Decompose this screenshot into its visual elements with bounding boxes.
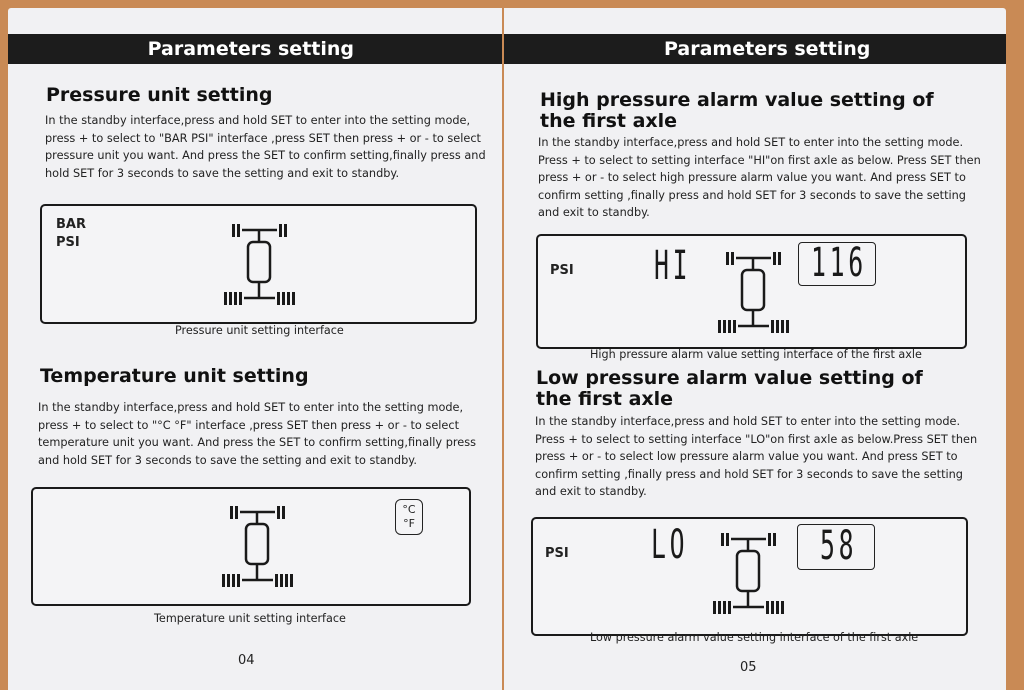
lcd-value-text: 58	[820, 523, 858, 569]
paragraph-line: In the standby interface,press and hold SET to enter into the setting mode.	[538, 136, 964, 149]
paragraph-line: press + to select to "BAR PSI" interface ,press SET then press + or - to select	[45, 131, 481, 145]
right-page	[504, 8, 1006, 690]
axle-icon	[224, 222, 296, 310]
pressure-unit-heading: Pressure unit setting	[46, 84, 273, 106]
high-pressure-heading	[540, 90, 934, 132]
temperature-unit-box	[395, 499, 423, 535]
low-pressure-heading	[536, 368, 923, 410]
axle-icon	[713, 531, 785, 619]
high-pressure-caption: High pressure alarm value setting interface of the first axle	[590, 348, 922, 361]
lcd-unit-psi: PSI	[56, 235, 80, 250]
lcd-unit-psi: PSI	[545, 546, 569, 561]
lcd-value-box	[798, 242, 876, 286]
paragraph-line: press + to select to "°C °F" interface ,press SET then press + or - to select	[38, 418, 459, 432]
paragraph-line: pressure unit you want. And press the SET to confirm setting,finally press and	[45, 149, 486, 162]
paragraph-line: hold SET for 3 seconds to save the setting and exit to standby.	[45, 166, 400, 180]
left-page	[8, 8, 502, 690]
pressure-unit-lcd	[40, 204, 477, 324]
high-pressure-paragraph	[538, 134, 981, 222]
paragraph-line: press + or - to select low pressure alarm value you want. And press SET to	[535, 450, 958, 463]
pressure-unit-paragraph	[45, 112, 486, 182]
temperature-unit-heading: Temperature unit setting	[40, 365, 309, 387]
axle-icon	[718, 250, 790, 338]
low-pressure-lcd	[531, 517, 968, 636]
paragraph-line: In the standby interface,press and hold SET to enter into the setting mode,	[45, 114, 471, 127]
low-pressure-caption: Low pressure alarm value setting interface of the first axle	[590, 631, 919, 644]
paragraph-line: Press + to select to setting interface "HI"on first axle as below. Press SET then	[538, 153, 981, 167]
heading-line: the first axle	[540, 110, 678, 132]
page-number: 05	[740, 660, 757, 675]
paragraph-line: Press + to select to setting interface "LO"on first axle as below.Press SET then	[535, 432, 978, 446]
temperature-unit-lcd	[31, 487, 471, 606]
temperature-unit-caption: Temperature unit setting interface	[154, 612, 346, 625]
paragraph-line: confirm setting ,finally press and hold SET for 3 seconds to save the setting	[538, 188, 966, 202]
high-pressure-lcd	[536, 234, 967, 349]
paragraph-line: confirm setting ,finally press and hold SET for 3 seconds to save the setting	[535, 467, 963, 481]
paragraph-line: press + or - to select high pressure alarm value you want. And press SET to	[538, 171, 966, 184]
heading-line: High pressure alarm value setting of	[540, 89, 934, 111]
heading-line: Low pressure alarm value setting of	[536, 367, 923, 389]
lcd-value-text: 116	[811, 240, 867, 286]
axle-icon	[222, 504, 294, 592]
temperature-unit-paragraph	[38, 399, 476, 469]
lcd-unit-bar: BAR	[56, 217, 86, 232]
page-number: 04	[238, 653, 255, 668]
fahrenheit-label: °F	[403, 517, 415, 530]
paragraph-line: temperature unit you want. And press the SET to confirm setting,finally press	[38, 436, 476, 449]
low-pressure-paragraph	[535, 413, 977, 501]
celsius-label: °C	[402, 503, 416, 516]
page-banner: Parameters setting	[504, 34, 1006, 64]
lcd-value-box	[797, 524, 875, 570]
paragraph-line: and exit to standby.	[538, 206, 650, 219]
pressure-unit-caption: Pressure unit setting interface	[175, 324, 344, 337]
paragraph-line: and exit to standby.	[535, 485, 647, 498]
paragraph-line: and hold SET for 3 seconds to save the setting and exit to standby.	[38, 453, 417, 467]
lcd-unit-psi: PSI	[550, 263, 574, 278]
paragraph-line: In the standby interface,press and hold SET to enter into the setting mode.	[535, 415, 961, 428]
heading-line: the first axle	[536, 388, 674, 410]
lcd-mode-text: LO	[651, 522, 689, 568]
page-banner: Parameters setting	[8, 34, 502, 64]
lcd-mode-text: HI	[654, 243, 692, 289]
paragraph-line: In the standby interface,press and hold SET to enter into the setting mode,	[38, 401, 464, 414]
